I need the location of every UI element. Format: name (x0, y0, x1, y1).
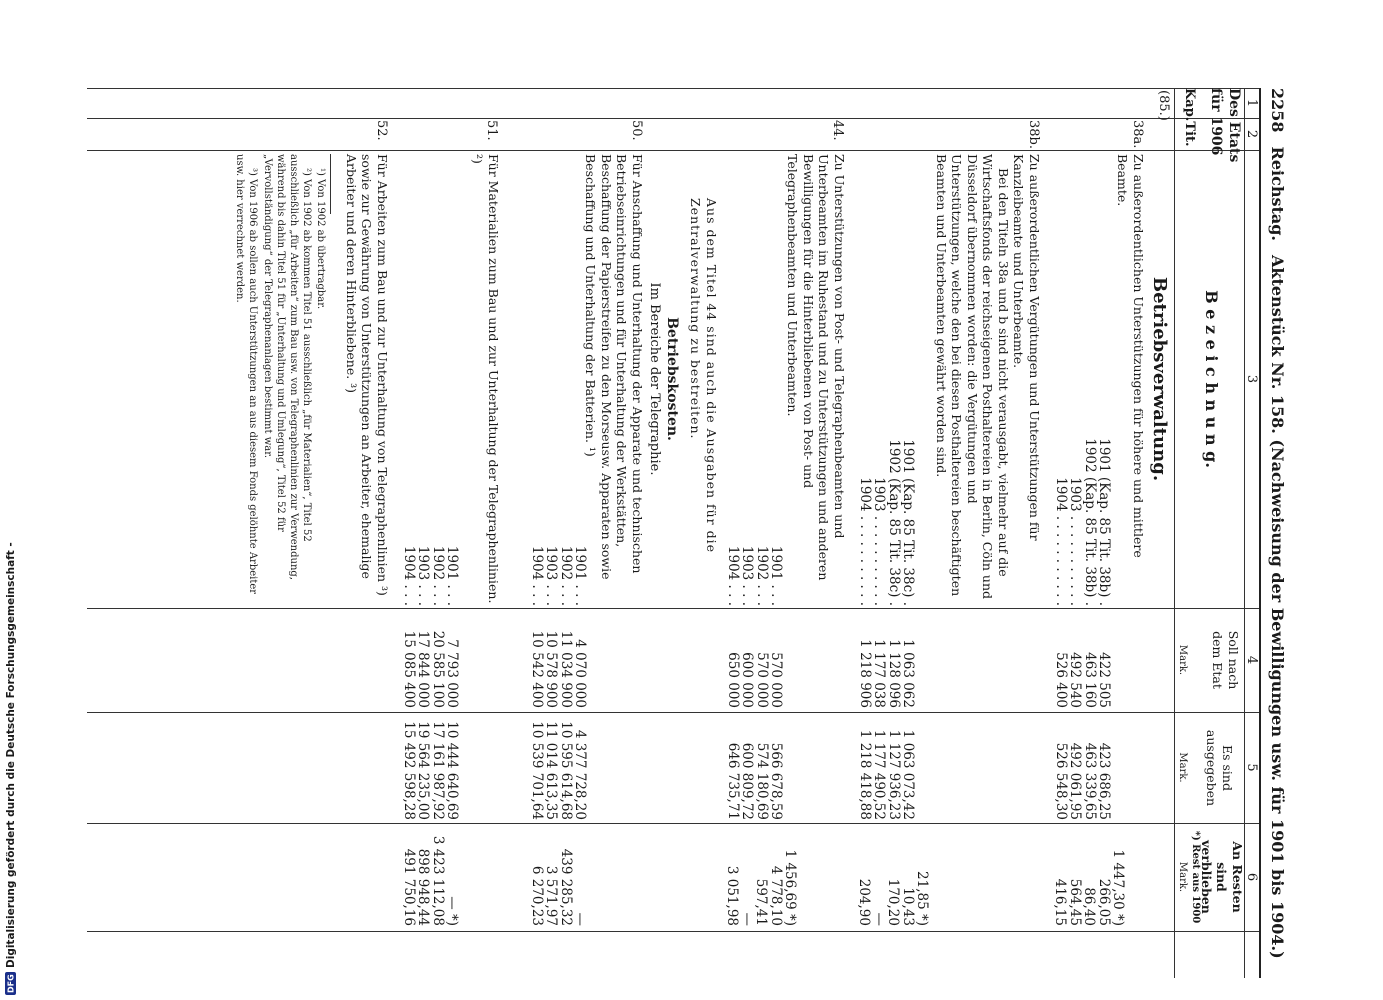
soll-value: 1 218 906 (856, 639, 873, 708)
footnote-1: ¹) Von 1902 ab übertragbar. (315, 168, 326, 310)
years-38a (1053, 428, 1111, 606)
ausg-value: 11 014 613,35 (543, 721, 560, 820)
kap-head: Kap. (1182, 88, 1197, 122)
ausg-value: 10 595 614,68 (557, 721, 574, 820)
rest-50 (529, 826, 587, 926)
rest-value: 898 948,44 (415, 848, 432, 926)
reste-mark: Mark. (1177, 861, 1188, 893)
ausg-value: 1 063 073,42 (900, 729, 916, 820)
soll-value: 11 034 900 (557, 630, 574, 708)
years-44 (725, 488, 783, 606)
ausg-51 (401, 716, 459, 820)
years-51 (401, 488, 459, 606)
soll-38b (857, 612, 915, 708)
ausg-value: 600 809,72 (739, 742, 756, 820)
ausg-value: 1 127 936,23 (885, 729, 902, 820)
footnote-rule (330, 154, 331, 214)
year: 1902 (Kap. 85 Tit. 38b) . (1081, 438, 1098, 606)
text-44: Zu Unterstützungen von Post- und Telegraphenbeamten und Unterbeamten im Ruhestand und zu Unterstützungen und anderen Bewilligungen für die Hinterbliebenen von Post- und Telegraphenbeamten und Unterbeamten. (785, 154, 847, 581)
year: 1903 . . . . . . . . . . . (871, 477, 888, 606)
header-title: Aktenstück Nr. 158. (Nachweisung der Bewilligungen usw. für 1901 bis 1904.) (1268, 254, 1288, 959)
col-num-5: 5 (1244, 763, 1259, 772)
year: 1902 . . . (753, 545, 770, 606)
rest-38a (1053, 826, 1125, 926)
kap-number: (85.) (1156, 90, 1171, 121)
text-38a: Zu außerordentlichen Unterstützungen für höhere und mittlere Beamte. (1115, 154, 1146, 558)
ausg-value: 10 444 640,69 (444, 721, 460, 820)
col-num-6: 6 (1244, 872, 1259, 882)
ausg-value: 574 180,69 (753, 742, 770, 820)
rest-value: 21,85 *) (914, 871, 930, 926)
soll-value: 570 000 (768, 652, 784, 708)
reste-note: *) Rest aus 1900 (1190, 830, 1201, 924)
tit-38a: 38a. (1130, 120, 1145, 149)
bezeichnung-head: B e z e i c h n u n g. (1202, 290, 1221, 468)
year: 1901 . . . (444, 545, 460, 606)
ausg-50 (529, 716, 587, 820)
year: 1903 . . . (739, 545, 756, 606)
soll-44 (725, 612, 783, 708)
ausg-value: 1 177 490,52 (871, 729, 888, 820)
rest-value: 10,43 (899, 887, 916, 926)
soll-value: 7 793 000 (444, 639, 460, 708)
rotated-page (91, 88, 1291, 988)
text-51: Für Materialien zum Bau und zur Unterhaltung der Telegraphenlinien. ²) (470, 154, 501, 604)
ausg-value: 1 218 418,88 (856, 729, 873, 820)
ausg-44 (725, 716, 783, 820)
footnote-2: ²) Von 1902 ab kommen Titel 51 ausschließlich „für Materialien“, Titel 52 ausschließlich „für Arbeiten“ zum Bau usw. von Telegraphenlinien zur Verwendung, während bis dahin Titel 51 für „Unterhaltung und Umlegung“, Titel 52 für „Vervollständigung“ der Telegraphenanlagen bestimmt war. (262, 154, 312, 580)
soll-value: 10 578 900 (543, 630, 560, 708)
year: 1903 . . . (543, 545, 560, 606)
dfg-logo: DFG (6, 974, 16, 993)
ausg-value: 17 161 987,92 (429, 721, 446, 820)
soll-value: 1 177 038 (871, 639, 888, 708)
soll-value: 600 000 (739, 652, 756, 708)
year: 1903 . . . (415, 545, 432, 606)
text-50: Für Anschaffung und Unterhaltung der Apparate und technischen Betriebseinrichtungen und für Unterhaltung der Werkstätten, Beschaffung der Papierstreifen zu den Morseusw. Apparaten sowie Beschaffung und Unterhaltung der Batterien. ¹) (583, 154, 645, 580)
soll-value: 20 585 100 (429, 630, 446, 708)
year: 1901 . . . (572, 545, 588, 606)
ausg-head: Es sind ausgegeben (1204, 729, 1235, 807)
year: 1902 (Kap. 85 Tit. 38c) . (885, 439, 902, 606)
tit-50: 50. (629, 120, 644, 141)
rest-value: 6 270,23 (528, 865, 545, 926)
soll-value: 4 070 000 (572, 639, 588, 708)
soll-value: 526 400 (1052, 652, 1069, 708)
rest-value: 86,40 (1081, 887, 1098, 926)
soll-value: 492 540 (1067, 652, 1084, 708)
rest-value: 491 750,16 (400, 848, 417, 926)
year: 1901 (Kap. 85 Tit. 38c) . (900, 439, 916, 606)
ausg-value: 463 339,65 (1081, 742, 1098, 820)
ausg-value: 423 686,25 (1096, 742, 1112, 820)
rest-value: — (738, 912, 755, 926)
rule (1174, 88, 1175, 978)
page-number: 2258 (1268, 88, 1288, 133)
ausg-mark: Mark. (1177, 752, 1188, 783)
rest-value: — (870, 912, 887, 926)
ausg-value: 526 548,30 (1052, 742, 1069, 820)
rest-value: 3 571,97 (543, 865, 560, 926)
soll-50 (529, 612, 587, 708)
rule (87, 88, 1259, 89)
rule (87, 712, 1259, 713)
footnote-3: ³) Von 1906 ab sollen auch Unterstützungen an aus diesem Fonds gelöhnte Arbeiter usw. hier verrechnet werden. (234, 154, 258, 595)
page-header (1265, 88, 1291, 988)
rest-value: 416,15 (1052, 878, 1069, 926)
rest-value: 3 051,98 (724, 865, 741, 926)
soll-value: 570 000 (753, 652, 770, 708)
section-title: Betriebsverwaltung. (1149, 276, 1170, 482)
year: 1904 . . . . . . . . . . . (1052, 477, 1069, 606)
soll-head: Soll nach dem Etat (1210, 630, 1241, 690)
text-52: Für Arbeiten zum Bau und zur Unterhaltung von Telegraphenlinien ³) sowie zur Gewährung von Unterstützungen an Arbeiter, ehemalige Arbeiter und deren Hinterbliebene. ³) (344, 154, 390, 596)
soll-value: 10 542 400 (528, 630, 545, 708)
tit-44: 44. (830, 120, 845, 141)
soll-value: 463 160 (1081, 652, 1098, 708)
tit-51: 51. (484, 120, 499, 141)
rule (87, 608, 1259, 609)
rest-value: 439 285,32 (557, 848, 574, 926)
note-44: Aus dem Titel 44 sind auch die Ausgaben für die Zentralverwaltung zu bestreiten. (688, 198, 719, 554)
ausg-38b (857, 716, 915, 820)
rest-value: 170,20 (885, 878, 902, 926)
digitization-text: Digitalisierung gefördert durch die Deutsche Forschungsgemeinschaft - (5, 542, 17, 969)
soll-value: 650 000 (724, 652, 741, 708)
soll-mark: Mark. (1177, 644, 1188, 676)
ausg-value: 566 678,59 (768, 742, 784, 820)
telegraphie-subheading: Im Bereiche der Telegraphie. (647, 282, 662, 476)
soll-value: 17 844 000 (415, 630, 432, 708)
text-38b: Zu außerordentlichen Vergütungen und Unterstützungen für Kanzleibeamte und Unterbeamte. (1011, 154, 1042, 541)
rest-value: — *) (444, 896, 460, 926)
ausg-value: 646 735,71 (724, 742, 741, 820)
year: 1904 . . . . . . . . . . . (856, 477, 873, 606)
rest-44 (725, 826, 797, 926)
tit-head: Tit. (1182, 121, 1197, 147)
etat-head-1: Des Etats (1226, 88, 1242, 163)
rest-value: 266,05 (1095, 878, 1112, 926)
soll-38a (1053, 612, 1111, 708)
rest-value: 4 778,10 (767, 865, 784, 926)
year: 1904 . . . (400, 545, 417, 606)
soll-value: 15 085 400 (400, 630, 417, 708)
ausg-value: 10 539 701,64 (528, 721, 545, 820)
year: 1901 (Kap. 85 Tit. 38b) . (1096, 438, 1112, 606)
ausg-38a (1053, 716, 1111, 820)
ausg-value: 15 492 598,28 (400, 721, 417, 820)
rest-value: 3 423 112,08 (429, 835, 446, 926)
ausg-value: 492 061,95 (1067, 742, 1084, 820)
rest-value: 597,41 (753, 878, 770, 926)
soll-value: 1 063 062 (900, 639, 916, 708)
digitization-note (4, 542, 18, 995)
year: 1902 . . . (557, 545, 574, 606)
year: 1903 . . . . . . . . . . . (1067, 477, 1084, 606)
rest-value: 204,90 (856, 878, 873, 926)
rest-value: 1 447,30 *) (1110, 849, 1126, 926)
bewilligungen-table (87, 88, 1261, 978)
rule (87, 823, 1259, 824)
col-num-2: 2 (1244, 129, 1259, 139)
etat-head-2: für 1906 (1208, 88, 1224, 156)
rule (87, 118, 1259, 119)
header-left: Reichstag. (1268, 146, 1288, 241)
col-num-4: 4 (1244, 655, 1259, 665)
rest-value: 564,45 (1066, 878, 1083, 926)
year: 1901 . . . (768, 545, 784, 606)
col-num-1: 1 (1244, 98, 1259, 108)
ausg-value: 19 564 235,00 (415, 721, 432, 820)
betriebskosten-heading: Betriebskosten. (664, 317, 680, 441)
rest-51 (401, 826, 459, 926)
year: 1904 . . . (724, 545, 741, 606)
tit-52: 52. (374, 120, 389, 141)
year: 1904 . . . (528, 545, 545, 606)
col-num-3: 3 (1244, 374, 1259, 384)
rest-38b (857, 826, 929, 926)
ausg-value: 4 377 728,20 (572, 729, 588, 820)
year: 1902 . . . (429, 545, 446, 606)
rest-value: — (572, 912, 588, 926)
soll-51 (401, 612, 459, 708)
years-50 (529, 488, 587, 606)
rest-value: 1 456,69 *) (782, 849, 798, 926)
reste-head: An Resten sind verblieben (1199, 840, 1245, 914)
soll-value: 1 128 096 (885, 639, 902, 708)
tit-38b: 38b. (1026, 120, 1041, 149)
rule (87, 931, 1259, 932)
soll-value: 422 505 (1096, 652, 1112, 708)
note-38b: Bei den Titeln 38a und b sind nicht verausgabt, vielmehr auf die Wirtschaftsfonds der reichseigenen Posthaltereien in Berlin, Cöln und Düsseldorf übernommen worden: die Vergütungen und Unterstützungen, welche den bei diesen Posthaltereien beschäftigten Beamten und Unterbeamten gewährt worden sind. (934, 154, 1011, 600)
years-38b (857, 428, 915, 606)
